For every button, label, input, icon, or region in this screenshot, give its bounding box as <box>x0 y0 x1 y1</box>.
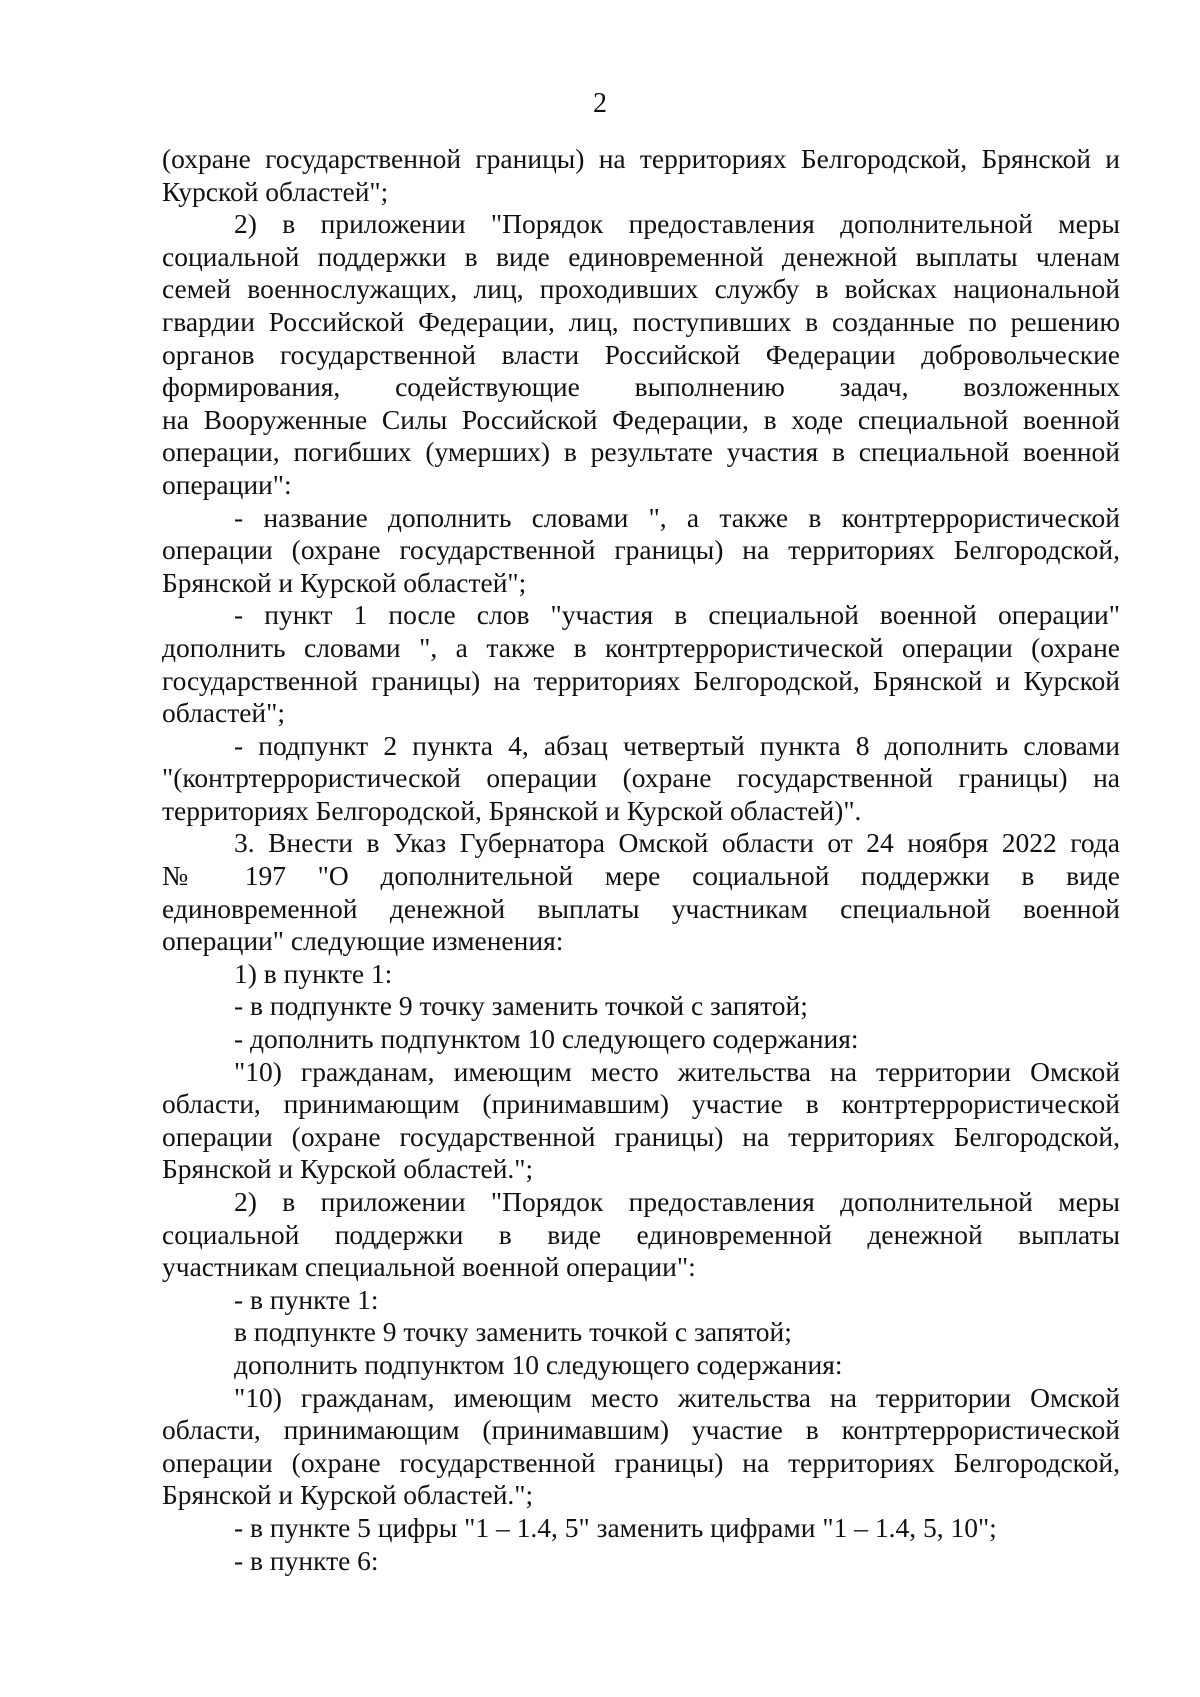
text-line: областей"; <box>162 697 285 729</box>
text-line: "10) гражданам, имеющим место жительства на территории Омской <box>234 1055 1120 1087</box>
text-line: области, принимающим (принимавшим) участие в контртеррористической <box>162 1088 1120 1120</box>
text-line: - в пункте 6: <box>234 1544 379 1576</box>
text-line: государственной границы) на территориях Белгородской, Брянской и Курской <box>162 664 1120 696</box>
text-line: социальной поддержки в виде единовременной денежной выплаты <box>162 1218 1120 1250</box>
text-line: участникам специальной военной операции": <box>162 1251 696 1283</box>
text-line: (охране государственной границы) на территориях Белгородской, Брянской и <box>162 143 1120 174</box>
text-line: дополнить словами ", а также в контртеррористической операции (охране <box>162 631 1120 663</box>
text-line: - название дополнить словами ", а также в контртеррористической <box>234 501 1120 533</box>
text-line: семей военнослужащих, лиц, проходивших службу в войсках национальной <box>162 273 1120 305</box>
text-line: - дополнить подпунктом 10 следующего содержания: <box>234 1023 859 1055</box>
text-line: операции, погибших (умерших) в результате участия в специальной военной <box>162 436 1120 468</box>
text-line: 3. Внести в Указ Губернатора Омской области от 24 ноября 2022 года <box>234 827 1120 859</box>
text-line: социальной поддержки в виде единовременной денежной выплаты членам <box>162 240 1120 272</box>
text-line: единовременной денежной выплаты участникам специальной военной <box>162 892 1120 924</box>
text-line: операции (охране государственной границы) на территориях Белгородской, <box>162 1446 1120 1478</box>
text-line: 2) в приложении "Порядок предоставления дополнительной меры <box>234 208 1120 240</box>
text-line: на Вооруженные Силы Российской Федерации, в ходе специальной военной <box>162 403 1120 435</box>
text-line: "10) гражданам, имеющим место жительства на территории Омской <box>234 1381 1120 1413</box>
text-line: территориях Белгородской, Брянской и Курской областей)". <box>162 794 862 826</box>
text-line: Брянской и Курской областей."; <box>162 1479 534 1511</box>
text-line: № 197 "О дополнительной мере социальной поддержки в виде <box>162 860 1120 892</box>
text-line: гвардии Российской Федерации, лиц, поступивших в созданные по решению <box>162 305 1120 337</box>
text-line: - подпункт 2 пункта 4, абзац четвертый пункта 8 дополнить словами <box>234 729 1120 761</box>
text-line: Брянской и Курской областей."; <box>162 1153 534 1185</box>
text-line: Брянской и Курской областей"; <box>162 566 527 598</box>
text-line: 1) в пункте 1: <box>234 957 393 989</box>
text-line: операции (охране государственной границы) на территориях Белгородской, <box>162 534 1120 566</box>
text-line: органов государственной власти Российской Федерации добровольческие <box>162 338 1120 370</box>
text-line: - в пункте 5 цифры "1 – 1.4, 5" заменить цифрами "1 – 1.4, 5, 10"; <box>234 1511 997 1543</box>
text-line: 2) в приложении "Порядок предоставления дополнительной меры <box>234 1186 1120 1217</box>
text-line: операции (охране государственной границы) на территориях Белгородской, <box>162 1120 1120 1152</box>
text-line: операции": <box>162 468 292 500</box>
text-line: - в подпункте 9 точку заменить точкой с запятой; <box>234 990 808 1022</box>
document-body <box>162 143 1120 1577</box>
text-line: "(контртеррористической операции (охране государственной границы) на <box>162 762 1120 794</box>
text-line: формирования, содействующие выполнению задач, возложенных <box>162 371 1120 403</box>
text-line: дополнить подпунктом 10 следующего содержания: <box>234 1348 843 1380</box>
text-line: области, принимающим (принимавшим) участие в контртеррористической <box>162 1414 1120 1446</box>
page-number: 2 <box>593 88 607 119</box>
text-line: Курской областей"; <box>162 175 389 207</box>
text-line: - в пункте 1: <box>234 1283 379 1315</box>
text-line: в подпункте 9 точку заменить точкой с запятой; <box>234 1316 792 1348</box>
text-line: операции" следующие изменения: <box>162 925 564 957</box>
text-line: - пункт 1 после слов "участия в специальной военной операции" <box>234 599 1120 631</box>
